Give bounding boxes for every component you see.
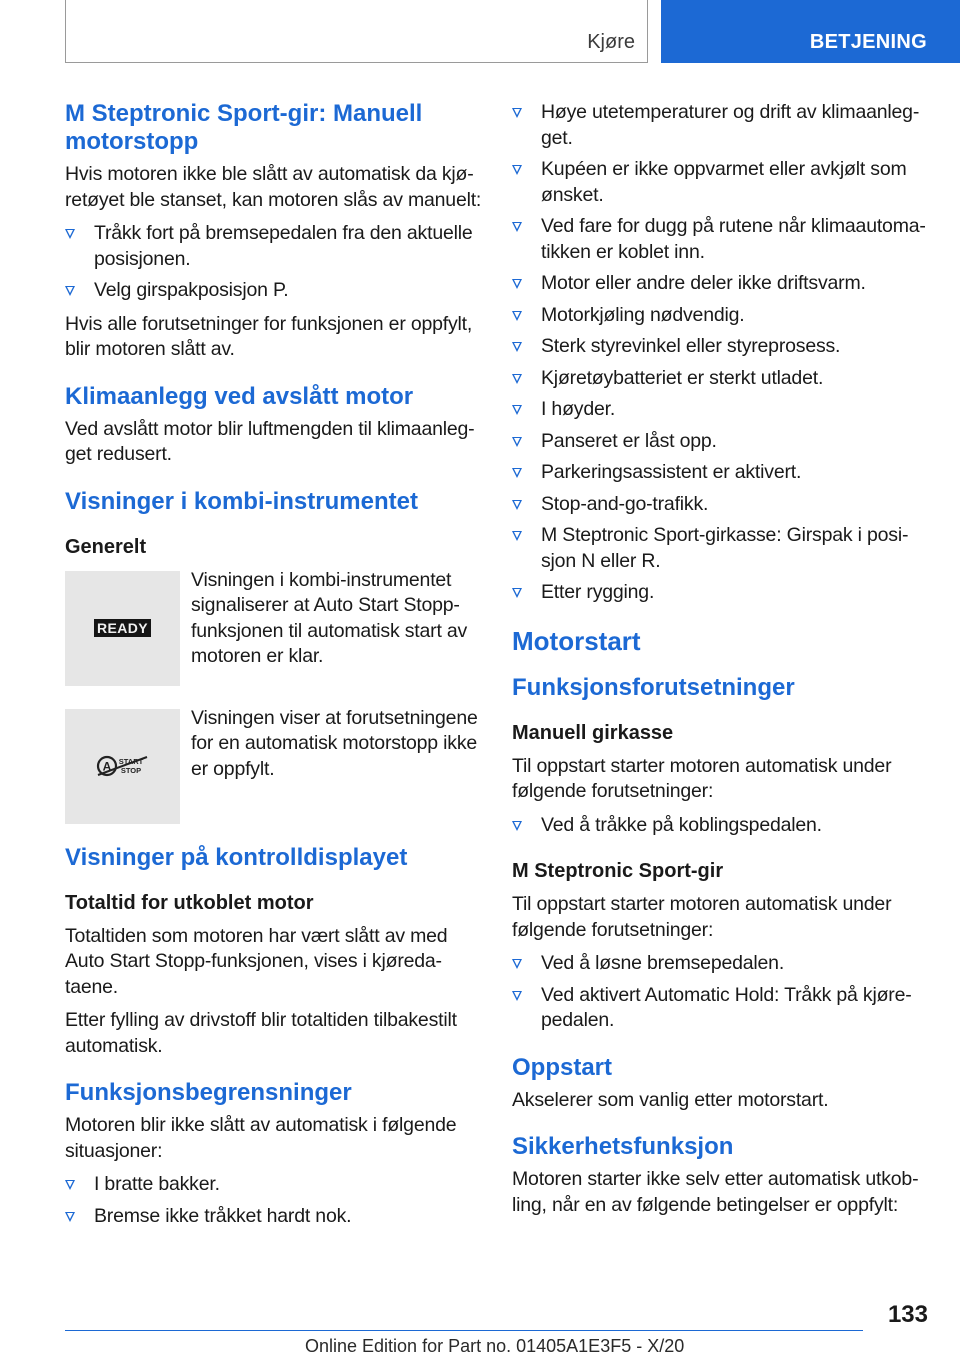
subheading-totaltid: Totaltid for utkoblet motor [65,891,314,914]
footer-divider [65,1330,863,1331]
heading-funksjonsbegrensninger: Funksjonsbegrensninger [65,1079,352,1106]
bullet-triangle-icon [512,468,522,478]
auto-start-stop-icon [95,753,151,779]
paragraph: Til oppstart starter motoren automatisk under følgende forutsetninger: [512,754,892,802]
paragraph: Ved avslått motor blir luftmengden til klimaanleg‐get redusert. [65,417,475,465]
heading-visninger-kombi: Visninger i kombi-instrumentet [65,487,418,515]
svg-text:A: A [102,759,111,774]
heading-klimaanlegg: Klimaanlegg ved avslått motor [65,382,414,410]
bullet-list [512,951,932,1034]
bullet-triangle-icon [512,588,522,598]
list-item: Motor eller andre deler ikke driftsvarm. [512,271,932,297]
header-chapter-box [65,0,648,63]
heading-motorstart: Motorstart [512,625,641,656]
list-item: Parkeringsassistent er aktivert. [512,460,932,486]
bullet-triangle-icon [512,311,522,321]
figure-row-start-stop [65,706,483,824]
bullet-list [65,221,483,304]
bullet-triangle-icon [65,286,75,296]
svg-text:START: START [118,757,143,766]
list-item: Ved fare for dugg på rutene når klimaautoma‐tikken er koblet inn. [512,214,932,265]
bullet-triangle-icon [512,991,522,1001]
list-item: I høyder. [512,397,932,423]
heading-sikkerhetsfunksjon: Sikkerhetsfunksjon [512,1133,734,1160]
start-stop-indicator-figure [65,709,180,824]
paragraph: Akselerer som vanlig etter motorstart. [512,1088,829,1111]
list-item: Ved aktivert Automatic Hold: Tråkk på kjøre‐pedalen. [512,983,932,1034]
list-item: Panseret er låst opp. [512,429,932,455]
left-column [65,100,483,1237]
figure-caption: Visningen i kombi-instrumentet signaliserer at Auto Start Stopp-funksjonen til automatisk start av motoren er klar. [191,568,468,667]
figure-caption: Visningen viser at forutsetningene for en automatisk motorstopp ikke er oppfylt. [191,706,478,780]
bullet-triangle-icon [512,821,522,831]
header-section-label: BETJENING [809,31,927,53]
bullet-triangle-icon [65,229,75,239]
bullet-list [512,813,932,839]
list-item: Motorkjøling nødvendig. [512,303,932,329]
paragraph: Hvis alle forutsetninger for funksjonen er oppfylt, blir motoren slått av. [65,312,473,360]
heading-funksjonsforutsetninger: Funksjonsforutsetninger [512,673,795,701]
page-number: 133 [887,1301,928,1328]
paragraph: Etter fylling av drivstoff blir totaltiden tilbakestilt automatisk. [65,1009,457,1057]
list-item: Kjøretøybatteriet er sterkt utladet. [512,366,932,392]
list-item: Etter rygging. [512,580,932,606]
list-item: Sterk styrevinkel eller styreprosess. [512,334,932,360]
subheading-generelt: Generelt [65,535,147,558]
bullet-triangle-icon [512,222,522,232]
svg-text:STOP: STOP [120,766,141,775]
ready-icon: READY [94,619,151,637]
header-section-tab [661,0,960,63]
bullet-triangle-icon [512,279,522,289]
bullet-triangle-icon [512,531,522,541]
heading-steptronic-manual-stop: M Steptronic Sport-gir: Manuell motorstopp [65,100,423,155]
list-item: Ved å løsne bremsepedalen. [512,951,932,977]
bullet-triangle-icon [65,1212,75,1222]
bullet-triangle-icon [512,165,522,175]
list-item: Kupéen er ikke oppvarmet eller avkjølt som ønsket. [512,157,932,208]
figure-row-ready [65,568,483,686]
bullet-triangle-icon [512,437,522,447]
list-item: I bratte bakker. [65,1172,483,1198]
bullet-triangle-icon [512,342,522,352]
list-item: Tråkk fort på bremsepedalen fra den aktuelle posisjonen. [65,221,483,272]
bullet-triangle-icon [512,108,522,118]
heading-kontrolldisplay: Visninger på kontrolldisplayet [65,843,408,871]
paragraph: Motoren starter ikke selv etter automatisk utkob‐ling, når en av følgende betingelser er oppfylt: [512,1168,919,1216]
paragraph: Til oppstart starter motoren automatisk under følgende forutsetninger: [512,893,892,941]
paragraph: Motoren blir ikke slått av automatisk i følgende situasjoner: [65,1114,457,1162]
footer-edition: Online Edition for Part no. 01405A1E3F5 - X/20 [305,1336,685,1356]
bullet-triangle-icon [512,500,522,510]
paragraph: Hvis motoren ikke ble slått av automatisk da kjø‐retøyet ble stanset, kan motoren slås av manuelt: [65,163,482,211]
bullet-triangle-icon [512,374,522,384]
bullet-triangle-icon [512,959,522,969]
bullet-triangle-icon [512,405,522,415]
heading-oppstart: Oppstart [512,1053,613,1081]
right-column [512,100,932,1226]
bullet-list [65,1172,483,1229]
subheading-steptronic: M Steptronic Sport-gir [512,860,724,882]
paragraph: Totaltiden som motoren har vært slått av med Auto Start Stopp-funksjonen, vises i kjøreda‐taene. [65,924,448,998]
list-item: Velg girspakposisjon P. [65,278,483,304]
header-chapter: Kjøre [587,31,635,53]
ready-indicator-figure [65,571,180,686]
bullet-list [512,100,932,606]
list-item: M Steptronic Sport-girkasse: Girspak i posi‐sjon N eller R. [512,523,932,574]
list-item: Bremse ikke tråkket hardt nok. [65,1204,483,1230]
list-item: Høye utetemperaturer og drift av klimaanleg‐get. [512,100,932,151]
list-item: Ved å tråkke på koblingspedalen. [512,813,932,839]
list-item: Stop-and-go-trafikk. [512,492,932,518]
bullet-triangle-icon [65,1180,75,1190]
subheading-manuell-girkasse: Manuell girkasse [512,721,674,744]
